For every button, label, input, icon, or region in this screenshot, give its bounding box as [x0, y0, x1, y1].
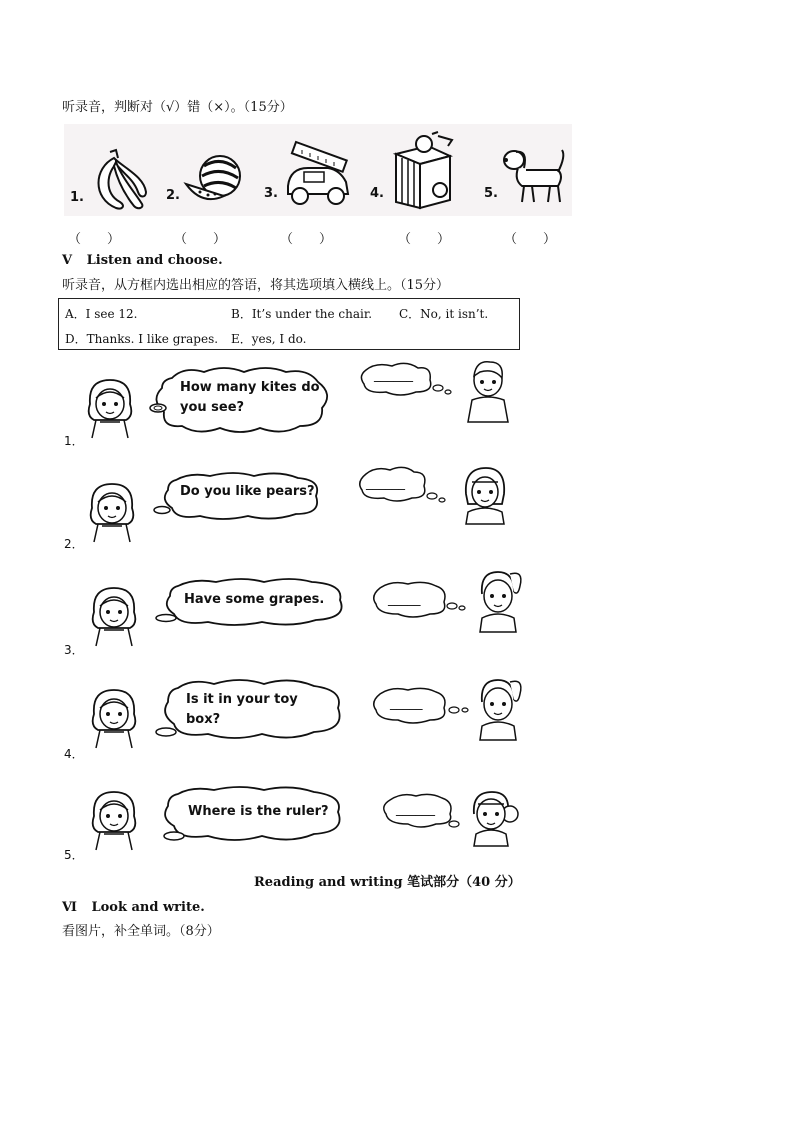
- section5-instruction: 听录音，从方框内选出相应的答语，将其选项填入横线上。（15分）: [62, 278, 450, 293]
- item-number: 4.: [370, 186, 384, 201]
- option-a: A．I see 12.: [65, 307, 138, 321]
- answer-parens[interactable]: （ ）: [68, 232, 121, 247]
- option-c: C．No, it isn’t.: [399, 307, 489, 321]
- option-b: B．It’s under the chair.: [231, 307, 373, 321]
- toy-car-with-ruler-icon: [282, 138, 356, 210]
- dialogue-number: 2．: [64, 537, 84, 551]
- boy-icon: [460, 356, 516, 426]
- options-box: [58, 298, 520, 350]
- bananas-icon: [88, 148, 150, 214]
- answer-parens[interactable]: （ ）: [174, 232, 227, 247]
- answer-blank[interactable]: _____: [390, 696, 423, 711]
- section5-title: Listen and choose.: [86, 253, 223, 268]
- bubble-line: How many kites do: [180, 380, 320, 395]
- bubble-line: Have some grapes.: [184, 592, 325, 607]
- girl-icon: [86, 584, 142, 648]
- bubble-line: Do you like pears?: [180, 484, 315, 499]
- item-number: 3.: [264, 186, 278, 201]
- dialogue-number: 5．: [64, 848, 84, 862]
- option-d: D．Thanks. I like grapes.: [65, 332, 219, 346]
- girl-icon: [82, 376, 138, 440]
- section6-instruction: 看图片，补全单词。（8分）: [62, 924, 220, 939]
- dog-icon: [500, 146, 572, 208]
- girl-ponytail-icon: [470, 674, 526, 742]
- bubble-line: you see?: [180, 400, 245, 415]
- part-heading: Reading and writing 笔试部分（40 分）: [254, 875, 521, 890]
- dialogue-number: 4．: [64, 747, 84, 761]
- bubble-line: box?: [186, 712, 221, 727]
- answer-blank[interactable]: ______: [396, 802, 435, 817]
- answer-blank[interactable]: ______: [374, 368, 413, 383]
- section6-heading: [62, 900, 205, 916]
- option-e: E．yes, I do.: [231, 332, 307, 346]
- section6-numeral: Ⅵ: [62, 900, 77, 915]
- bubble-line: Is it in your toy: [186, 692, 298, 707]
- section4-instruction: 听录音，判断对（√）错（×）。（15分）: [62, 100, 293, 115]
- item-number: 2.: [166, 188, 180, 203]
- answer-parens[interactable]: （ ）: [280, 232, 333, 247]
- answer-blank[interactable]: _____: [388, 592, 421, 607]
- answer-parens[interactable]: （ ）: [504, 232, 557, 247]
- dialogue-number: 1．: [64, 434, 84, 448]
- item-number: 1.: [70, 190, 84, 205]
- girl-ponytail-icon: [470, 566, 526, 634]
- toy-box-icon: [388, 130, 464, 210]
- section6-title: Look and write.: [91, 900, 205, 915]
- section5-heading: [62, 253, 223, 269]
- girl-short-hair-icon: [458, 464, 512, 526]
- item-number: 5.: [484, 186, 498, 201]
- section5-numeral: Ⅴ: [62, 253, 73, 268]
- answer-blank[interactable]: ______: [366, 476, 405, 491]
- girl-icon: [84, 480, 140, 544]
- girl-icon: [86, 788, 142, 852]
- answer-parens[interactable]: （ ）: [398, 232, 451, 247]
- watermelon-icon: [182, 152, 244, 208]
- girl-bun-icon: [464, 786, 520, 848]
- dialogue-number: 3．: [64, 643, 84, 657]
- bubble-line: Where is the ruler?: [188, 804, 329, 819]
- girl-icon: [86, 686, 142, 750]
